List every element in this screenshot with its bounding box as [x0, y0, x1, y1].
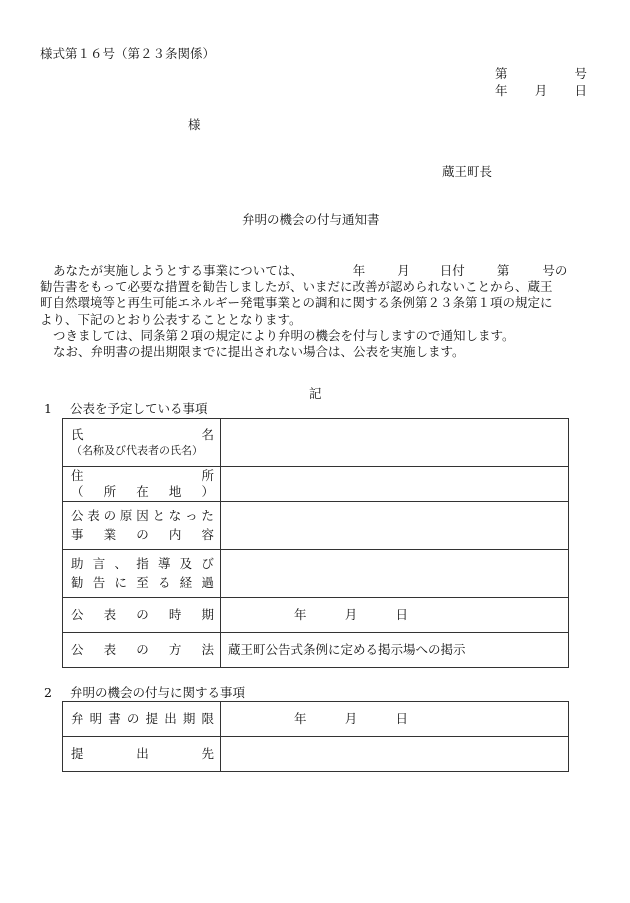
label-char: 業 [103, 526, 117, 542]
label-char: び [201, 556, 214, 571]
label-keika [63, 550, 221, 598]
value-keika[interactable] [221, 550, 569, 598]
label-char: 至 [136, 574, 149, 590]
body-p1-line4: より、下記のとおり公表することとなります。 [40, 311, 302, 327]
label-char: 導 [157, 556, 171, 571]
date-year: 年 [294, 710, 307, 726]
label-char: 出 [136, 745, 149, 761]
body-p3: なお、弁明書の提出期限までに提出されない場合は、公表を実施します。 [53, 344, 465, 360]
label-char: っ [185, 508, 198, 523]
label-char: 経 [179, 574, 193, 590]
value-genin[interactable] [221, 502, 569, 550]
label-char: 内 [168, 526, 182, 542]
label-char: た [201, 508, 214, 523]
label-char: 弁 [71, 710, 84, 726]
label-char: 先 [201, 745, 214, 761]
label-char: 因 [136, 508, 149, 523]
table-row [63, 502, 569, 550]
value-jusho[interactable] [221, 467, 569, 502]
section1-number: 1 [44, 401, 52, 416]
document-title: 弁明の機会の付与通知書 [242, 212, 380, 227]
body-text [40, 263, 592, 360]
label-char: 明 [89, 710, 103, 726]
label-char: に [114, 574, 127, 590]
section2-number: 2 [44, 685, 52, 700]
date-year: 年 [294, 606, 307, 622]
label-char: 出 [164, 710, 177, 726]
label-kigen [63, 702, 221, 737]
table-row [63, 419, 569, 467]
label-char: 法 [201, 641, 214, 657]
section1-heading [44, 403, 207, 416]
label-char: 期 [201, 606, 214, 622]
label-char: の [103, 508, 117, 523]
value-kigen[interactable] [221, 702, 569, 737]
label-jiki [63, 598, 221, 633]
issue-date [495, 85, 587, 98]
label-char: 及 [179, 556, 193, 571]
p1-seg-month: 月 [397, 263, 410, 278]
table-row [63, 598, 569, 633]
label-char: 表 [103, 641, 117, 657]
label-char: 公 [71, 508, 84, 523]
body-p1-line2: 勧告書をもって必要な措置を勧告しましたが、いまだに改善が認められないことから、蔵王 [40, 279, 553, 295]
label-char: 名 [201, 426, 214, 442]
label-char: の [136, 606, 149, 622]
label-char: 公 [71, 606, 84, 622]
body-p2: つきましては、同条第２項の規定により弁明の機会を付与しますので通知します。 [53, 327, 515, 343]
label-char: 、 [114, 556, 127, 571]
label-shimei-sub: （名称及び代表者の氏名） [71, 444, 203, 458]
body-p1-line1 [40, 263, 592, 279]
label-char: （ [71, 484, 84, 499]
label-char: 所 [201, 467, 214, 483]
label-char: 提 [145, 710, 159, 726]
value-jiki[interactable] [221, 598, 569, 633]
label-teishutsusaki [63, 737, 221, 772]
table-row [63, 737, 569, 772]
label-char: 公 [71, 641, 84, 657]
p1-seg-0: あなたが実施しようとする事業については、 [53, 263, 303, 278]
label-char: 地 [168, 484, 182, 499]
section2-heading [44, 687, 245, 700]
label-char: 容 [201, 526, 214, 542]
date-month: 月 [344, 710, 358, 726]
label-char: 書 [108, 710, 121, 726]
p1-seg-year: 年 [352, 263, 366, 278]
p1-seg-go: 号の [542, 263, 568, 278]
label-char: 助 [71, 556, 84, 571]
label-char: 表 [103, 606, 117, 622]
label-char: の [136, 641, 149, 657]
table-row [63, 467, 569, 502]
label-char: る [157, 574, 171, 590]
label-char: 限 [201, 710, 214, 726]
table-row [63, 702, 569, 737]
label-genin [63, 502, 221, 550]
date-year: 年 [495, 83, 508, 98]
ki-mark: 記 [309, 386, 322, 401]
body-p1-line3: 町自然環境等と再生可能エネルギー発電事業との調和に関する条例第２３条第１項の規定に [40, 295, 553, 311]
label-char: 原 [119, 508, 133, 523]
label-char: 住 [71, 467, 84, 483]
doc-number-go: 号 [574, 66, 587, 81]
date-day: 日 [395, 710, 408, 726]
section2-title: 弁明の機会の付与に関する事項 [69, 685, 245, 700]
label-jusho [63, 467, 221, 502]
label-char: 在 [136, 484, 149, 499]
date-day: 日 [574, 83, 587, 98]
label-char: 過 [201, 574, 214, 590]
section1-table [62, 418, 569, 668]
doc-number-dai: 第 [495, 66, 508, 81]
table-row [63, 633, 569, 668]
label-char: 期 [182, 710, 196, 726]
label-char: 提 [71, 745, 84, 761]
addressee: 様 [188, 117, 201, 132]
label-char: の [136, 526, 149, 542]
label-char: 時 [168, 606, 182, 622]
form-number: 様式第１６号（第２３条関係） [40, 46, 216, 61]
label-char: の [126, 710, 140, 726]
label-char: な [168, 508, 182, 523]
table-row [63, 550, 569, 598]
label-char: 勧 [71, 574, 84, 590]
label-char: 表 [87, 508, 100, 523]
label-shimei [63, 419, 221, 467]
p1-seg-dai: 第 [496, 263, 510, 278]
value-hoho[interactable]: 蔵王町公告式条例に定める掲示場への掲示 [221, 633, 569, 668]
label-hoho [63, 633, 221, 668]
p1-seg-date: 日付 [439, 263, 465, 278]
value-shimei[interactable] [221, 419, 569, 467]
label-char: ） [201, 484, 214, 499]
label-char: 言 [92, 556, 106, 571]
section2-table [62, 701, 569, 772]
label-char: 方 [168, 641, 182, 657]
date-month: 月 [344, 606, 358, 622]
label-char: 氏 [71, 426, 84, 442]
label-char: 告 [92, 574, 106, 590]
label-char: 事 [71, 526, 84, 542]
value-teishutsusaki[interactable] [221, 737, 569, 772]
doc-number-line [495, 68, 587, 81]
date-month: 月 [534, 83, 548, 98]
label-char: 所 [103, 484, 117, 499]
section1-title: 公表を予定している事項 [69, 401, 208, 416]
date-day: 日 [395, 606, 408, 622]
sender: 蔵王町長 [442, 164, 493, 179]
label-char: 指 [136, 556, 149, 571]
label-char: と [152, 508, 165, 523]
